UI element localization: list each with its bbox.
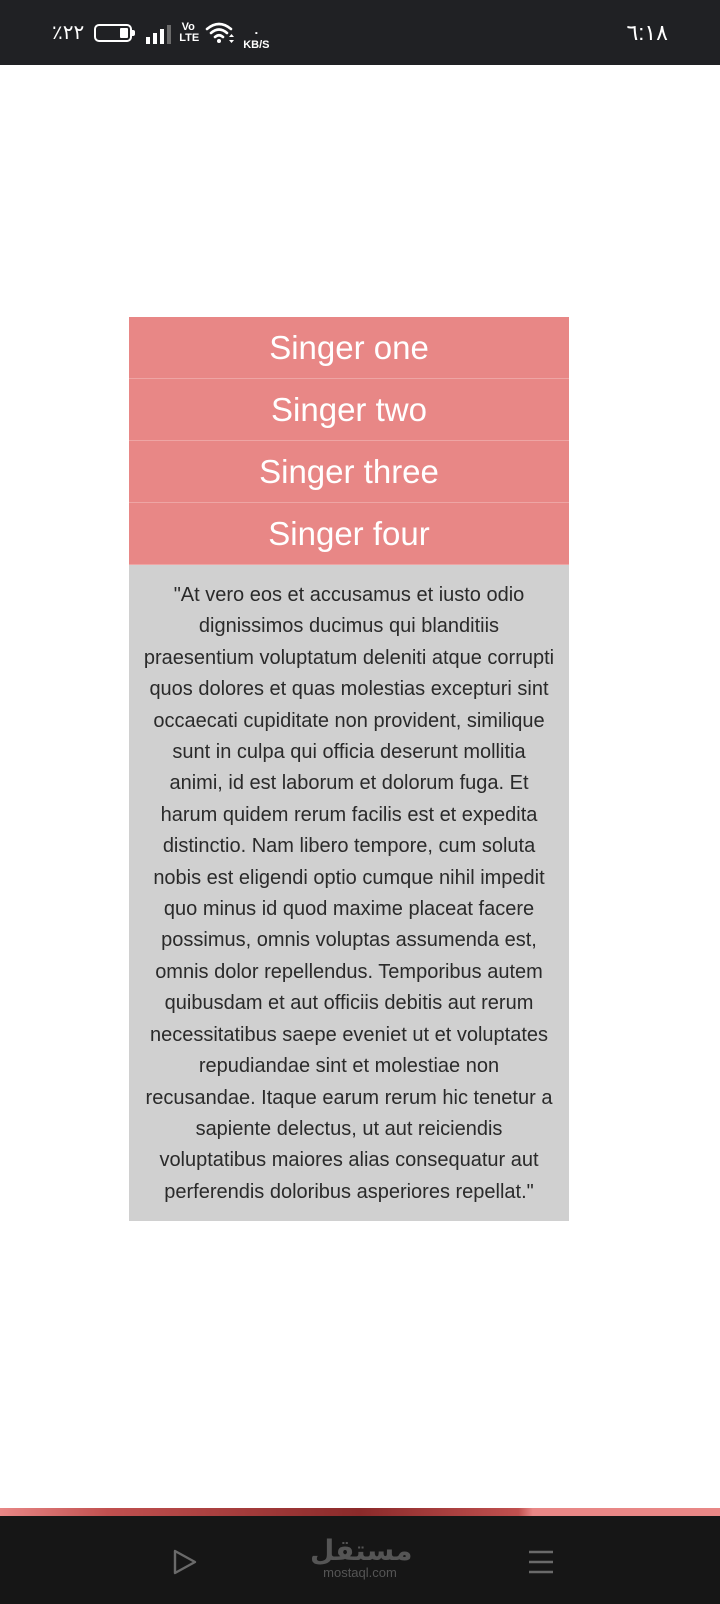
singer-item-two[interactable]: Singer two: [129, 379, 569, 441]
watermark-arabic: مستقل: [310, 1534, 413, 1567]
hamburger-menu-icon[interactable]: [528, 1549, 554, 1575]
singer-item-one[interactable]: Singer one: [129, 317, 569, 379]
volte-line-1: Vo: [181, 21, 195, 33]
network-speed-unit: KB/S: [243, 39, 270, 51]
network-speed-value: ٠: [253, 27, 260, 39]
home-button[interactable]: [310, 1534, 413, 1586]
status-icons: [52, 18, 270, 51]
volte-line-2: LTE: [179, 32, 200, 44]
singer-item-three[interactable]: Singer three: [129, 441, 569, 503]
signal-icon: [146, 22, 171, 44]
singer-description: "At vero eos et accusamus et iusto odio dignissimos ducimus qui blanditiis praesentium voluptatum deleniti atque corrupti quos dolores et quas molestias excepturi sint occaecati cupiditate non provident, similique sunt in culpa qui officia deserunt mollitia animi, id est laborum et dolorum fuga. Et harum quidem rerum facilis est et expedita distinctio. Nam libero tempore, cum soluta nobis est eligendi optio cumque nihil impedit quo minus id quod maxime placeat facere possimus, omnis voluptas assumenda est, omnis dolor repellendus. Temporibus autem quibusdam et aut officiis debitis aut rerum necessitatibus saepe eveniet ut et voluptates repudiandae sint et molestiae non recusandae. Itaque earum rerum hic tenetur a sapiente delectus, ut aut reiciendis voluptatibus maiores alias consequatur aut perferendis doloribus asperiores repellat.": [129, 565, 569, 1221]
watermark-latin: mostaql.com: [323, 1565, 397, 1580]
battery-percent: ٪٢٢: [52, 22, 85, 44]
page-progress-strip: [0, 1508, 720, 1516]
battery-icon: [94, 24, 132, 42]
play-triangle-icon[interactable]: [172, 1548, 198, 1576]
singer-accordion: [129, 317, 569, 1221]
navigation-bar: [0, 1516, 720, 1604]
status-bar: [0, 0, 720, 65]
wifi-icon: [205, 20, 235, 46]
volte-icon: [179, 21, 200, 44]
singer-item-four[interactable]: Singer four: [129, 503, 569, 565]
status-time: ٦:١٨: [626, 20, 668, 45]
network-speed: [243, 27, 269, 51]
